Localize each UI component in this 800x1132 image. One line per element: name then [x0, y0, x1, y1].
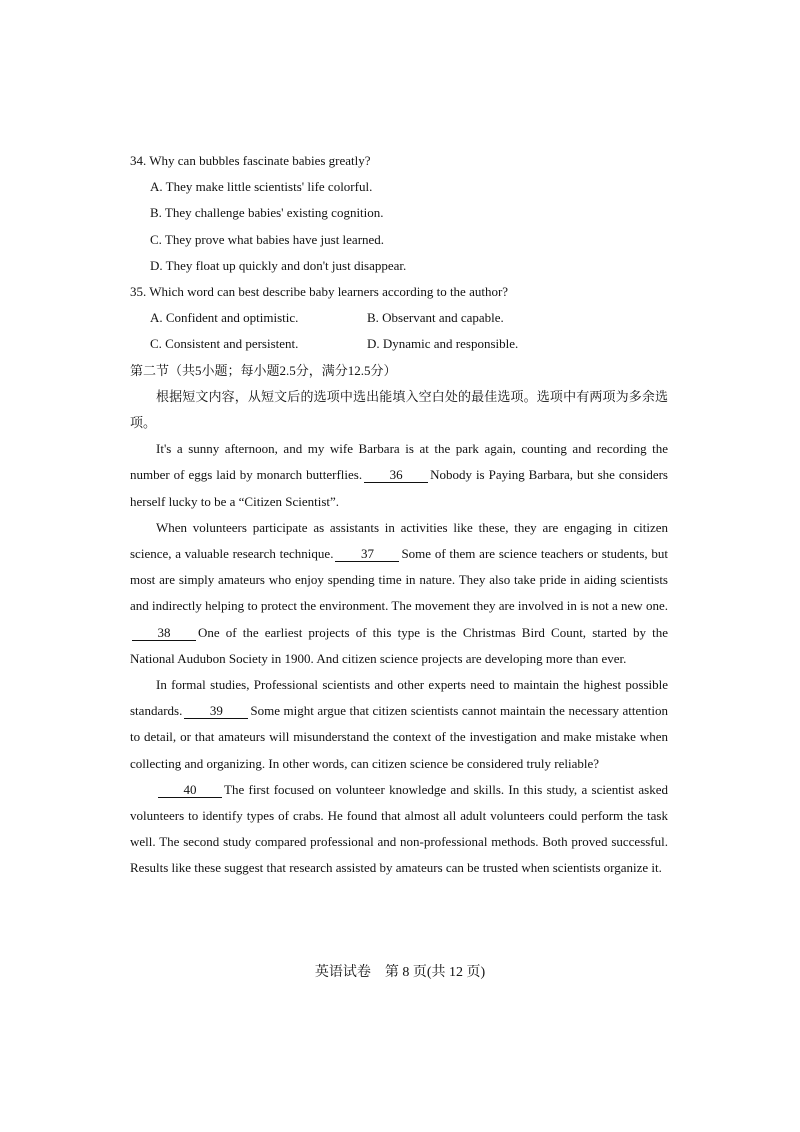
paragraph-text: One of the earliest projects of this type is the Christmas Bird Count, started by the National Audubon Society in 1900. And citizen science projects are developing more than ever. — [130, 624, 668, 666]
option-row — [130, 331, 668, 357]
paragraph-text: Some might argue that citizen scientists cannot maintain the necessary attention to detail, or that amateurs will misunderstand the context of the investigation and make mistake when collecting and organizing. In other words, can citizen science be considered truly reliable? — [130, 703, 668, 771]
page-footer: 英语试卷 第 8 页(共 12 页) — [314, 965, 486, 980]
question-stem: 34. Why can bubbles fascinate babies greatly? — [130, 153, 371, 168]
option-row — [130, 305, 668, 331]
paragraph-text: It's a sunny afternoon, and my wife Barbara is at the park again, counting and recording the number of eggs laid by monarch butterflies. — [130, 441, 668, 483]
section-title: 第二节（共5小题；每小题2.5分，满分12.5分） — [130, 362, 397, 378]
passage-paragraph-3 — [130, 672, 668, 777]
blank-38: 38 — [132, 625, 196, 641]
option-c: C. They prove what babies have just learned. — [150, 231, 385, 247]
passage-paragraph-2 — [130, 515, 668, 672]
option-b: B. They challenge babies' existing cognition. — [150, 205, 384, 221]
paragraph-text: The first focused on volunteer knowledge and skills. In this study, a scientist asked volunteers to identify types of crabs. He found that almost all adult volunteers could perform the task well. The second study compared professional and non-professional methods. Both proved successful. Results like these suggest that research assisted by amateurs can be trusted when scientists organize it. — [130, 781, 668, 876]
section-directions: 根据短文内容，从短文后的选项中选出能填入空白处的最佳选项。选项中有两项为多余选项。 — [130, 388, 668, 431]
option-d: D. Dynamic and responsible. — [367, 336, 519, 352]
option-a: A. They make little scientists' life colorful. — [150, 179, 373, 195]
option-b: B. Observant and capable. — [367, 310, 504, 326]
option-c: C. Consistent and persistent. — [150, 336, 299, 352]
blank-36: 36 — [364, 467, 428, 483]
question-stem: 35. Which word can best describe baby learners according to the author? — [130, 284, 509, 300]
paragraph-text: When volunteers participate as assistants in activities like these, they are engaging in citizen science, a valuable research technique. — [130, 519, 668, 562]
page-content — [130, 148, 668, 882]
question-34 — [130, 148, 668, 279]
blank-37: 37 — [335, 546, 399, 562]
passage-paragraph-1 — [130, 436, 668, 515]
paragraph-text: Nobody is Paying Barbara, but she considers herself lucky to be a “Citizen Scientist”. — [130, 467, 668, 509]
blank-39: 39 — [184, 703, 248, 719]
option-d: D. They float up quickly and don't just disappear. — [150, 257, 407, 273]
paragraph-text: Some of them are science teachers or students, but most are simply amateurs who enjoy spending time in nature. They also take pride in aiding scientists and indirectly helping to protect the environment. The movement they are involved in is not a new one. — [130, 546, 669, 614]
paragraph-text: In formal studies, Professional scientists and other experts need to maintain the highest possible standards. — [130, 677, 668, 719]
blank-40: 40 — [158, 782, 222, 798]
passage-paragraph-4 — [130, 777, 668, 882]
question-35 — [130, 279, 668, 358]
option-a: A. Confident and optimistic. — [150, 310, 299, 326]
